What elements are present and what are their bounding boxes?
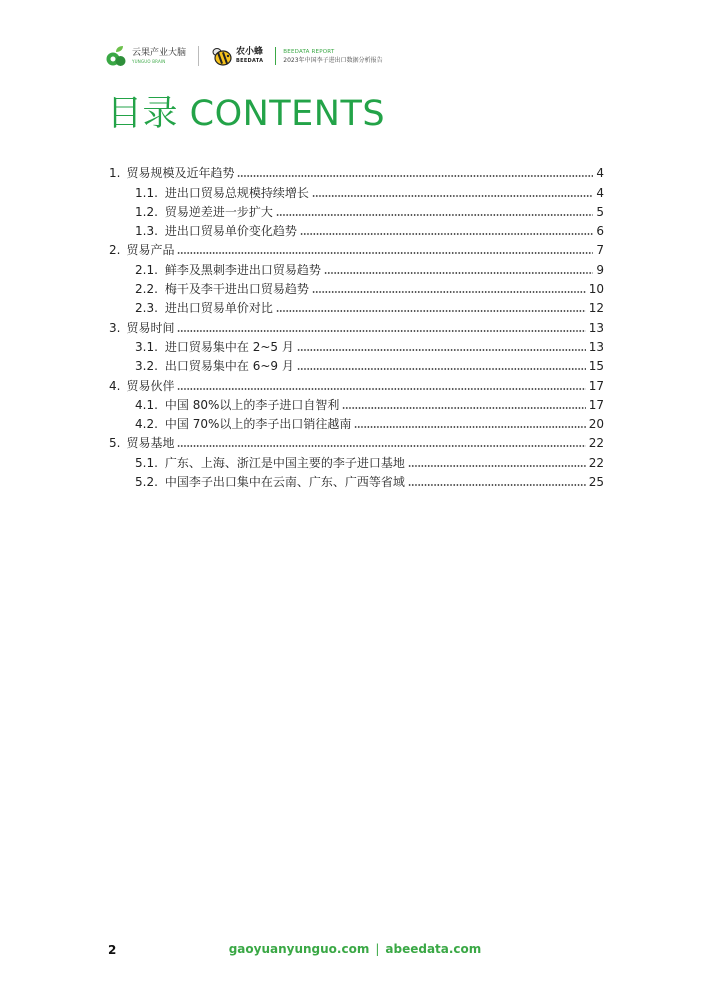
toc-number: 2.1. bbox=[135, 262, 158, 277]
toc-number: 5.2. bbox=[135, 475, 158, 490]
toc-entry[interactable] bbox=[109, 316, 604, 335]
toc-page-number: 10 bbox=[588, 282, 604, 297]
report-label bbox=[283, 48, 382, 65]
toc-number: 1.3. bbox=[135, 224, 158, 239]
toc-page-number: 13 bbox=[588, 320, 604, 335]
report-subtitle: 2023年中国李子进出口数据分析报告 bbox=[283, 56, 383, 64]
toc-entry[interactable] bbox=[109, 239, 604, 258]
toc-page-number: 17 bbox=[588, 397, 604, 412]
toc-number: 1.1. bbox=[135, 185, 158, 200]
toc-page-number: 6 bbox=[596, 224, 604, 239]
toc-title: 广东、上海、浙江是中国主要的李子进口基地 bbox=[164, 455, 405, 470]
toc-leader-dots bbox=[297, 348, 586, 352]
fruit-logo-icon bbox=[105, 44, 127, 68]
toc-subentry[interactable] bbox=[109, 278, 604, 297]
toc-page-number: 17 bbox=[588, 378, 604, 393]
toc-leader-dots bbox=[177, 329, 585, 333]
toc-subentry[interactable] bbox=[109, 355, 604, 374]
toc-title: 鲜李及黑刺李进出口贸易趋势 bbox=[164, 262, 321, 277]
toc-title: 进出口贸易总规模持续增长 bbox=[164, 185, 309, 200]
logo1-name: 云果产业大脑 bbox=[132, 47, 187, 58]
toc-leader-dots bbox=[312, 194, 593, 198]
header-divider-green bbox=[275, 47, 276, 65]
toc-number: 4.1. bbox=[135, 397, 158, 412]
toc-subentry[interactable] bbox=[109, 336, 604, 355]
toc-title: 中国李子出口集中在云南、广东、广西等省域 bbox=[164, 475, 405, 490]
toc-title: 贸易时间 bbox=[126, 320, 175, 335]
toc-leader-dots bbox=[237, 174, 593, 178]
toc-page-number: 9 bbox=[596, 262, 604, 277]
toc-page-number: 22 bbox=[588, 436, 604, 451]
toc-leader-dots bbox=[297, 367, 586, 371]
toc-page-number: 13 bbox=[588, 339, 604, 354]
toc-leader-dots bbox=[354, 425, 585, 429]
beedata-logo[interactable] bbox=[211, 45, 263, 67]
toc-number: 3. bbox=[109, 320, 121, 335]
toc-number: 5. bbox=[109, 436, 121, 451]
toc-number: 3.1. bbox=[135, 339, 158, 354]
toc-page-number: 4 bbox=[596, 166, 604, 181]
footer-site-gaoyuanyunguo[interactable]: gaoyuanyunguo.com bbox=[228, 942, 370, 956]
toc-subentry[interactable] bbox=[109, 471, 604, 490]
toc-leader-dots bbox=[300, 232, 593, 236]
toc-page-number: 20 bbox=[588, 417, 604, 432]
toc-number: 2. bbox=[109, 243, 121, 258]
toc-leader-dots bbox=[408, 464, 586, 468]
toc-page-number: 7 bbox=[596, 243, 604, 258]
toc-number: 2.3. bbox=[135, 301, 158, 316]
logo1-sub: YUNGUO BRAIN bbox=[132, 58, 166, 64]
header-divider bbox=[198, 46, 199, 66]
toc-subentry[interactable] bbox=[109, 413, 604, 432]
toc-title: 中国 80%以上的李子进口自智利 bbox=[164, 397, 340, 412]
toc-title: 进出口贸易单价变化趋势 bbox=[164, 224, 297, 239]
toc-leader-dots bbox=[276, 213, 593, 217]
toc-title: 进口贸易集中在 2~5 月 bbox=[164, 339, 294, 354]
toc-title: 贸易伙伴 bbox=[126, 378, 175, 393]
toc-number: 2.2. bbox=[135, 282, 158, 297]
toc-leader-dots bbox=[342, 406, 585, 410]
toc-page-number: 15 bbox=[588, 359, 604, 374]
toc-number: 1. bbox=[109, 166, 121, 181]
footer-page-number: 2 bbox=[108, 943, 117, 957]
header bbox=[105, 40, 383, 72]
toc-leader-dots bbox=[276, 309, 586, 313]
toc-subentry[interactable] bbox=[109, 181, 604, 200]
toc-subentry[interactable] bbox=[109, 394, 604, 413]
toc-leader-dots bbox=[408, 483, 586, 487]
toc-title: 中国 70%以上的李子出口销往越南 bbox=[164, 417, 352, 432]
bee-logo-icon bbox=[211, 45, 233, 67]
footer-site-abeedata[interactable]: abeedata.com bbox=[385, 942, 482, 956]
toc-subentry[interactable] bbox=[109, 451, 604, 470]
yunguo-logo[interactable] bbox=[105, 44, 186, 68]
toc-title: 进出口贸易单价对比 bbox=[164, 301, 273, 316]
toc-entry[interactable] bbox=[109, 162, 604, 181]
page-title: 目录 CONTENTS bbox=[107, 94, 386, 134]
toc-title: 贸易规模及近年趋势 bbox=[126, 166, 235, 181]
toc-page-number: 4 bbox=[596, 185, 604, 200]
logo2-sub: BEEDATA bbox=[236, 58, 264, 64]
toc-subentry[interactable] bbox=[109, 297, 604, 316]
toc-title: 梅干及李干进出口贸易趋势 bbox=[164, 282, 309, 297]
toc-number: 1.2. bbox=[135, 204, 158, 219]
toc-title: 贸易逆差进一步扩大 bbox=[164, 204, 273, 219]
toc-leader-dots bbox=[177, 387, 585, 391]
toc-subentry[interactable] bbox=[109, 201, 604, 220]
toc-entry[interactable] bbox=[109, 432, 604, 451]
toc-page-number: 22 bbox=[588, 455, 604, 470]
toc-leader-dots bbox=[177, 444, 585, 448]
report-title: BEEDATA REPORT bbox=[283, 48, 335, 55]
toc-entry[interactable] bbox=[109, 374, 604, 393]
toc-title: 贸易基地 bbox=[126, 436, 175, 451]
toc-leader-dots bbox=[324, 271, 593, 275]
toc-subentry[interactable] bbox=[109, 258, 604, 277]
toc-title: 出口贸易集中在 6~9 月 bbox=[164, 359, 294, 374]
toc-leader-dots bbox=[177, 251, 593, 255]
toc-page-number: 25 bbox=[588, 475, 604, 490]
toc-subentry[interactable] bbox=[109, 220, 604, 239]
footer-separator: | bbox=[375, 942, 380, 956]
toc-number: 5.1. bbox=[135, 455, 158, 470]
toc-number: 3.2. bbox=[135, 359, 158, 374]
toc-number: 4.2. bbox=[135, 417, 158, 432]
toc-title: 贸易产品 bbox=[126, 243, 175, 258]
toc-page-number: 12 bbox=[588, 301, 604, 316]
toc-leader-dots bbox=[312, 290, 586, 294]
table-of-contents bbox=[109, 162, 604, 490]
toc-page-number: 5 bbox=[596, 204, 604, 219]
toc-number: 4. bbox=[109, 378, 121, 393]
logo2-name: 农小蜂 bbox=[236, 47, 264, 57]
footer-links bbox=[0, 942, 710, 956]
